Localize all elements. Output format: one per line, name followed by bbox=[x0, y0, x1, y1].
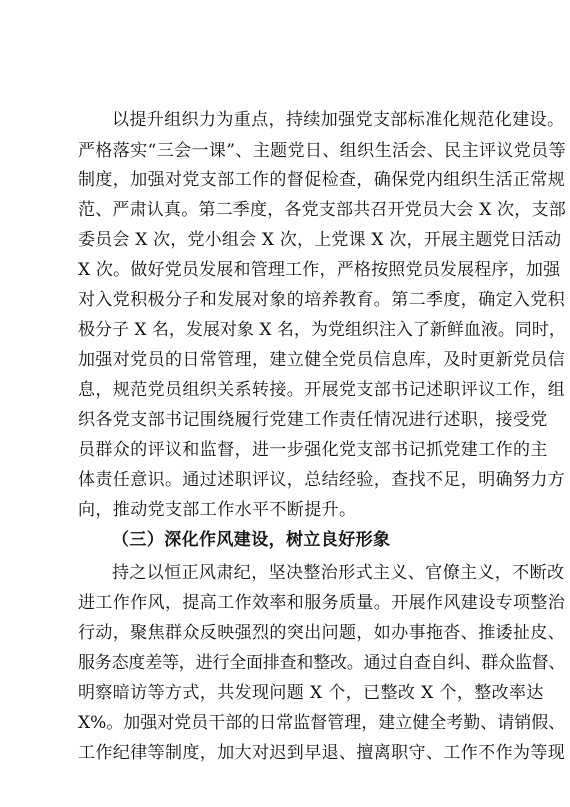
paragraph-line: 员群众的评议和监督，进一步强化党支部书记抓党建工作的主 bbox=[78, 440, 548, 460]
paragraph-line: 工作纪律等制度，加大对迟到早退、擅离职守、工作不作为等现 bbox=[78, 743, 566, 763]
paragraph-line: 行动，聚焦群众反映强烈的突出问题，如办事拖沓、推诿扯皮、 bbox=[78, 623, 566, 643]
paragraph-line: 织各党支部书记围绕履行党建工作责任情况进行述职，接受党 bbox=[78, 410, 548, 430]
paragraph-line: 制度，加强对党支部工作的督促检查，确保党内组织生活正常规 bbox=[78, 170, 566, 190]
paragraph-line: 严格落实“三会一课”、主题党日、组织生活会、民主评议党员等 bbox=[78, 141, 566, 161]
paragraph-line: 息，规范党员组织关系转接。开展党支部书记述职评议工作，组 bbox=[78, 380, 566, 400]
paragraph-line: 体责任意识。通过述职评议，总结经验，查找不足，明确努力方 bbox=[78, 470, 566, 490]
paragraph-line: X 次。做好党员发展和管理工作，严格按照党员发展程序，加强 bbox=[78, 260, 561, 280]
section-heading: （三）深化作风建设，树立良好形象 bbox=[112, 530, 391, 550]
paragraph-line: 对入党积极分子和发展对象的培养教育。第二季度，确定入党积 bbox=[78, 290, 566, 310]
paragraph-line: 以提升组织力为重点，持续加强党支部标准化规范化建设。 bbox=[112, 110, 565, 130]
paragraph-line: 委员会 X 次，党小组会 X 次，上党课 X 次，开展主题党日活动 bbox=[78, 230, 562, 250]
paragraph-line: 持之以恒正风肃纪，坚决整治形式主义、官僚主义，不断改 bbox=[112, 563, 565, 583]
paragraph-line: 进工作作风，提高工作效率和服务质量。开展作风建设专项整治 bbox=[78, 593, 566, 613]
paragraph-line: 服务态度差等，进行全面排查和整改。通过自查自纠、群众监督、 bbox=[78, 653, 566, 673]
paragraph-line: 极分子 X 名，发展对象 X 名，为党组织注入了新鲜血液。同时， bbox=[78, 320, 566, 340]
paragraph-line: 范、严肃认真。第二季度，各党支部共召开党员大会 X 次，支部 bbox=[78, 200, 566, 220]
paragraph-line: X%。加强对党员干部的日常监督管理，建立健全考勤、请销假、 bbox=[78, 713, 566, 733]
paragraph-line: 加强对党员的日常管理，建立健全党员信息库，及时更新党员信 bbox=[78, 350, 566, 370]
paragraph-line: 向，推动党支部工作水平不断提升。 bbox=[78, 500, 357, 520]
paragraph-line: 明察暗访等方式，共发现问题 X 个，已整改 X 个，整改率达 bbox=[78, 683, 544, 703]
